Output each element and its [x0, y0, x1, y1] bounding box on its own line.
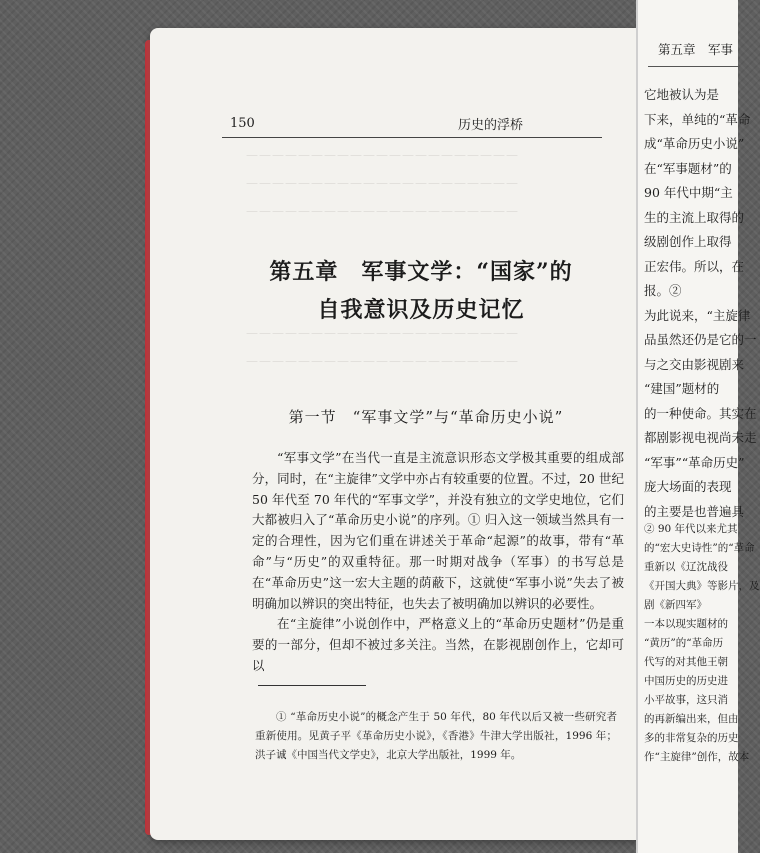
text-line: 庞大场面的表现 — [644, 479, 732, 494]
header-rule — [222, 137, 602, 138]
right-footnote-text — [644, 520, 760, 767]
text-line: 代写的对其他王朝 — [644, 656, 728, 668]
text-line: ② 90 年代以来尤其 — [644, 523, 738, 535]
page-header — [222, 114, 602, 138]
text-line: 报。② — [644, 283, 682, 298]
text-line: 级剧创作上取得 — [644, 234, 732, 249]
text-line: 成“革命历史小说” — [644, 136, 745, 151]
text-line: 下来，单纯的“革命 — [644, 111, 751, 127]
text-line: 多的非常复杂的历史 — [644, 732, 739, 744]
body-text — [252, 448, 624, 677]
chapter-title-line-1: 第五章 军事文学：“国家”的 — [269, 259, 573, 285]
footnote-rule — [258, 685, 366, 686]
right-running-head: 第五章 军事 — [658, 42, 734, 57]
text-line: 生的主流上取得的 — [644, 209, 745, 225]
text-line: 的“宏大史诗性”的“革命 — [644, 542, 755, 554]
text-line: 的主要是也普遍具 — [644, 503, 745, 519]
text-line: 《开国大典》等影片，及 — [644, 580, 760, 592]
section-title: 第一节 “军事文学”与“革命历史小说” — [288, 408, 564, 426]
text-line: “建国”题材的 — [644, 381, 720, 396]
right-body-text — [644, 83, 757, 524]
text-line: 在“军事题材”的 — [644, 160, 732, 176]
text-line: 的一种使命。其实在 — [644, 405, 757, 421]
chapter-title — [220, 253, 622, 329]
text-line: 它地被认为是 — [644, 87, 720, 102]
running-title: 历史的浮桥 — [458, 118, 524, 133]
text-line: 正宏伟。所以，在 — [644, 258, 745, 274]
paragraph: 在“主旋律”小说创作中，严格意义上的“革命历史题材”仍是重要的一部分，但却不被过多关注。当然，在影视剧创作上，它却可以 — [252, 616, 624, 673]
right-header-rule — [648, 66, 738, 67]
right-page — [636, 0, 760, 853]
text-line: 为此说来，“主旋律 — [644, 307, 751, 323]
text-line: 剧《新四军》 — [644, 599, 707, 611]
chapter-title-line-2: 自我意识及历史记忆 — [317, 297, 525, 323]
text-line: 90 年代中期“主 — [644, 185, 733, 200]
text-line: 一本以现实题材的 — [644, 618, 728, 630]
text-line: 的再新编出来，但由 — [644, 713, 739, 725]
left-page: ————————————————————— ————————————————————— ————————————————————— ————————————————————— ————————————————————— 150 历史的浮桥 第五章 军事文学：“国家”的 自我意识及历史记忆 第一节 “军事文学”与“革命历史小说” “军事文学”在当代一直是主流意识形态文学极其重要的组成部分，同时，在“主旋律”文学中亦占有较重要的位置。不过，20 世纪 50 年代至 70 年代的“军事文学”，并没有独立的文学史地位，它们大都被归入了“革命历史小说”的序列。① 归入这一领域当然具有一定的合理性，因为它们重在讲述关于革命“起源”的故事，带有“革命”与“历史”的双重特征。那一时期对战争（军事）的书写总是在“革命历史”这一宏大主题的荫蔽下，这就使“军事小说”失去了被明确加以辨识的突出特征，也失去了被明确加以辨识的必要性。 在“主旋律”小说创作中，严格意义上的“革命历史题材”仍是重要的一部分，但却不被过多关注。当然，在影视剧创作上，它却可以 ① “革命历史小说”的概念产生于 50 年代，80 年代以后又被一些研究者重新使用。见黄子平《革命历史小说》，《香港》牛津大学出版社，1996 年；洪子诚《中国当代文学史》，北京大学出版社，1999 年。 — [150, 28, 642, 840]
text-line: 都剧影视电视尚未走 — [644, 430, 757, 445]
text-line: 作“主旋律”创作，故本 — [644, 751, 750, 763]
text-line: 小平故事，这只消 — [644, 694, 728, 706]
paragraph: “军事文学”在当代一直是主流意识形态文学极其重要的组成部分，同时，在“主旋律”文学中亦占有较重要的位置。不过，20 世纪 50 年代至 70 年代的“军事文学”，并没有独立的文学史地位，它们大都被归入了“革命历史小说”的序列。① 归入这一领域当然具有一定的合理性，因为它们重在讲述关于革命“起源”的故事，带有“革命”与“历史”的双重特征。那一时期对战争（军事）的书写总是在“革命历史”这一宏大主题的荫蔽下，这就使“军事小说”失去了被明确加以辨识的突出特征，也失去了被明确加以辨识的必要性。 — [252, 450, 624, 611]
text-line: “黄历”的“革命历 — [644, 637, 724, 649]
text-line: 与之交由影视剧来 — [644, 356, 745, 372]
footnote-text: ① “革命历史小说”的概念产生于 50 年代，80 年代以后又被一些研究者重新使用。见黄子平《革命历史小说》，《香港》牛津大学出版社，1996 年；洪子诚《中国当代文学史》，北京大学出版社，1999 年。 — [255, 711, 617, 761]
text-line: 中国历史的历史进 — [644, 675, 728, 687]
text-line: “军事”“革命历史” — [644, 454, 745, 470]
text-line: 品虽然还仍是它的一 — [644, 332, 757, 347]
page-number: 150 — [230, 116, 255, 131]
text-line: 重新以《辽沈战役 — [644, 561, 728, 573]
footnote — [255, 708, 617, 765]
